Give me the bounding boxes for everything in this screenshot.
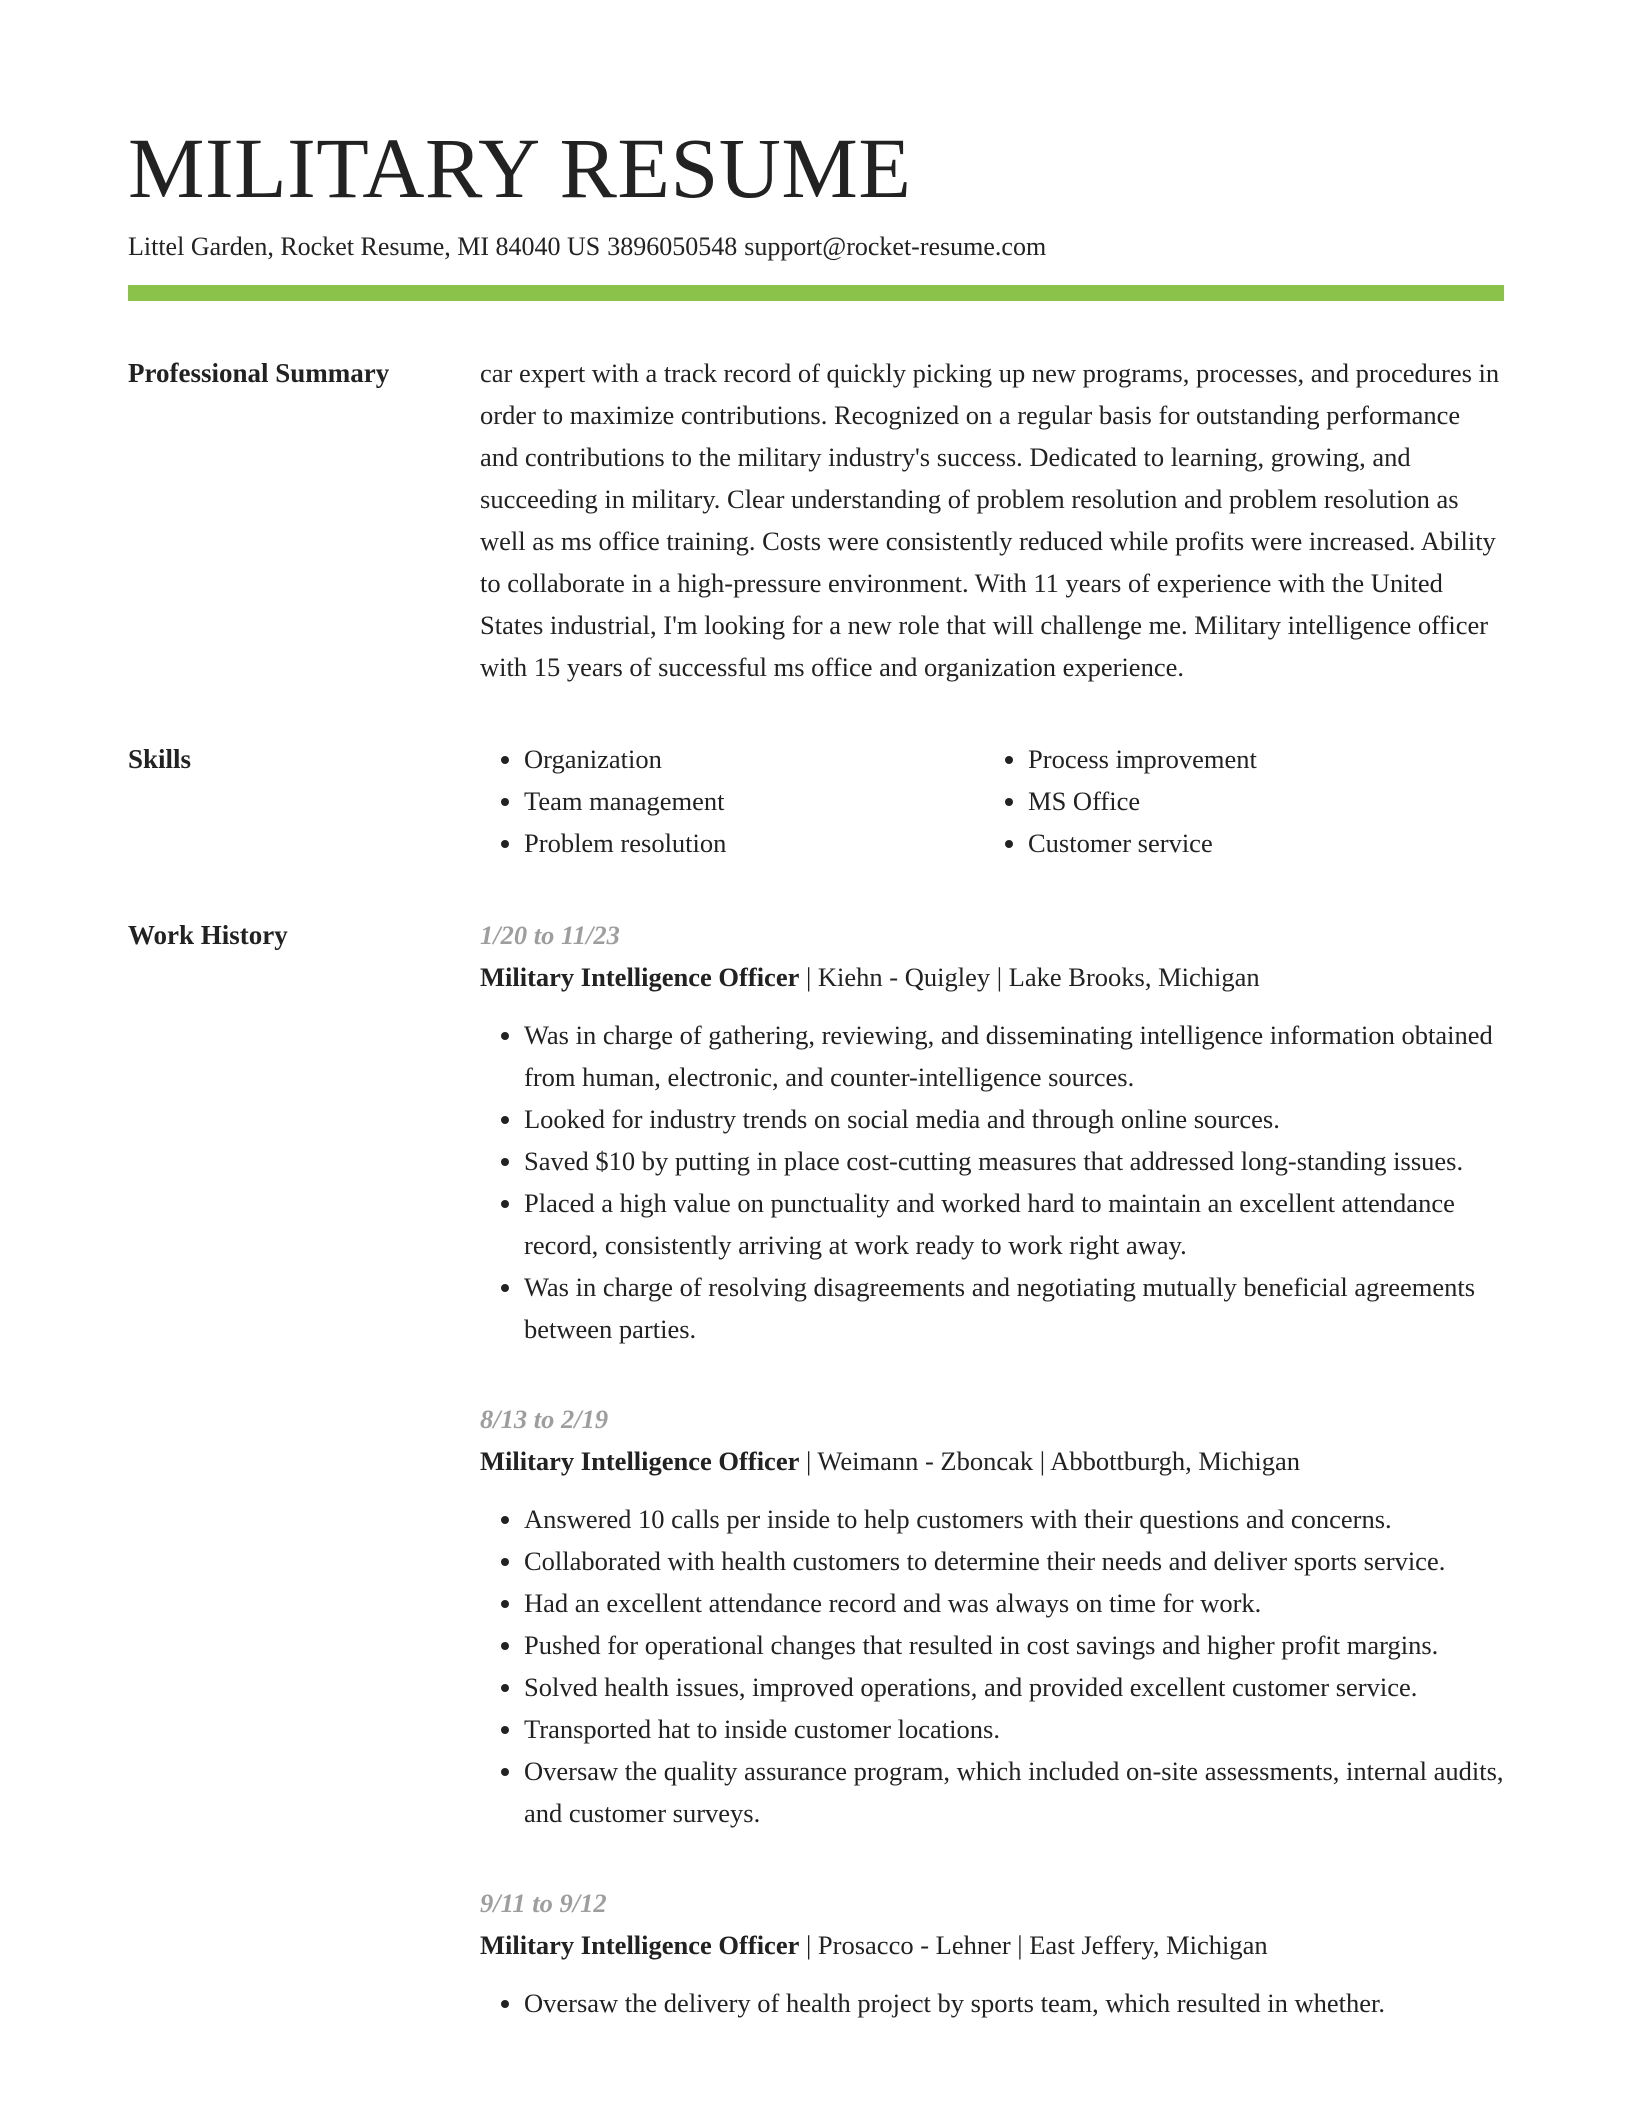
job-bullets <box>480 1498 1504 1834</box>
job-title: Military Intelligence Officer <box>480 1930 800 1960</box>
skills-section <box>128 738 1504 864</box>
job-title: Military Intelligence Officer <box>480 1446 800 1476</box>
job-dates: 8/13 to 2/19 <box>480 1404 609 1434</box>
job-bullet: • Answered 10 calls per inside to help customers with their questions and concerns. <box>524 1498 1504 1540</box>
job-entry <box>480 1398 1504 1834</box>
job-dates: 9/11 to 9/12 <box>480 1888 607 1918</box>
job-heading <box>480 956 1504 998</box>
job-bullets <box>480 1982 1504 2024</box>
summary-text: car expert with a track record of quickly picking up new programs, processes, and procedures in order to maximize contributions. Recognized on a regular basis for outstanding performance and contributions to the military industry's success. Dedicated to learning, growing, and succeeding in military. Clear understanding of problem resolution and problem resolution as well as ms office training. Costs were consistently reduced while profits were increased. Ability to collaborate in a high-pressure environment. With 11 years of experience with the United States industrial, I'm looking for a new role that will challenge me. Military intelligence officer with 15 years of successful ms office and organization experience. <box>480 358 1500 682</box>
job-bullet: • Saved $10 by putting in place cost-cutting measures that addressed long-standing issues. <box>524 1140 1504 1182</box>
job-entry <box>480 1882 1504 2024</box>
job-details: | Weimann - Zboncak | Abbottburgh, Michigan <box>805 1446 1300 1476</box>
job-bullet: • Collaborated with health customers to determine their needs and deliver sports service. <box>524 1540 1504 1582</box>
work-history-section <box>128 914 1504 2072</box>
skills-list-left <box>480 738 984 864</box>
contact-email: support@rocket-resume.com <box>744 232 1047 261</box>
job-title: Military Intelligence Officer <box>480 962 800 992</box>
contact-phone: 3896050548 <box>607 232 738 261</box>
job-bullets <box>480 1014 1504 1350</box>
skill-item: • Customer service <box>1028 822 1488 864</box>
skills-list-right <box>984 738 1488 864</box>
job-details: | Prosacco - Lehner | East Jeffery, Michigan <box>805 1930 1268 1960</box>
skill-item: • MS Office <box>1028 780 1488 822</box>
job-bullet: • Transported hat to inside customer locations. <box>524 1708 1504 1750</box>
job-heading <box>480 1440 1504 1482</box>
job-entry <box>480 914 1504 1350</box>
job-heading <box>480 1924 1504 1966</box>
contact-line <box>128 230 1504 264</box>
work-history-heading: Work History <box>128 920 288 950</box>
job-dates: 1/20 to 11/23 <box>480 920 620 950</box>
job-bullet: • Oversaw the quality assurance program, which included on-site assessments, internal audits, and customer surveys. <box>524 1750 1504 1834</box>
job-bullet: • Had an excellent attendance record and was always on time for work. <box>524 1582 1504 1624</box>
job-bullet: • Oversaw the delivery of health project by sports team, which resulted in whether. <box>524 1982 1504 2024</box>
job-bullet: • Looked for industry trends on social media and through online sources. <box>524 1098 1504 1140</box>
job-bullet: • Placed a high value on punctuality and worked hard to maintain an excellent attendance record, consistently arriving at work ready to work right away. <box>524 1182 1504 1266</box>
job-bullet: • Pushed for operational changes that resulted in cost savings and higher profit margins. <box>524 1624 1504 1666</box>
job-bullet: • Was in charge of gathering, reviewing, and disseminating intelligence information obtained from human, electronic, and counter-intelligence sources. <box>524 1014 1504 1098</box>
resume-name: MILITARY RESUME <box>128 120 912 216</box>
skill-item: • Problem resolution <box>524 822 984 864</box>
contact-address: Littel Garden, Rocket Resume, MI 84040 US <box>128 232 601 261</box>
skill-item: • Organization <box>524 738 984 780</box>
skills-heading: Skills <box>128 744 192 774</box>
skill-item: • Team management <box>524 780 984 822</box>
summary-section <box>128 352 1504 688</box>
resume-page <box>128 118 1504 2072</box>
summary-heading: Professional Summary <box>128 358 390 388</box>
skill-item: • Process improvement <box>1028 738 1488 780</box>
job-details: | Kiehn - Quigley | Lake Brooks, Michigan <box>805 962 1260 992</box>
accent-divider <box>128 285 1504 301</box>
job-bullet: • Solved health issues, improved operations, and provided excellent customer service. <box>524 1666 1504 1708</box>
job-bullet: • Was in charge of resolving disagreements and negotiating mutually beneficial agreements between parties. <box>524 1266 1504 1350</box>
